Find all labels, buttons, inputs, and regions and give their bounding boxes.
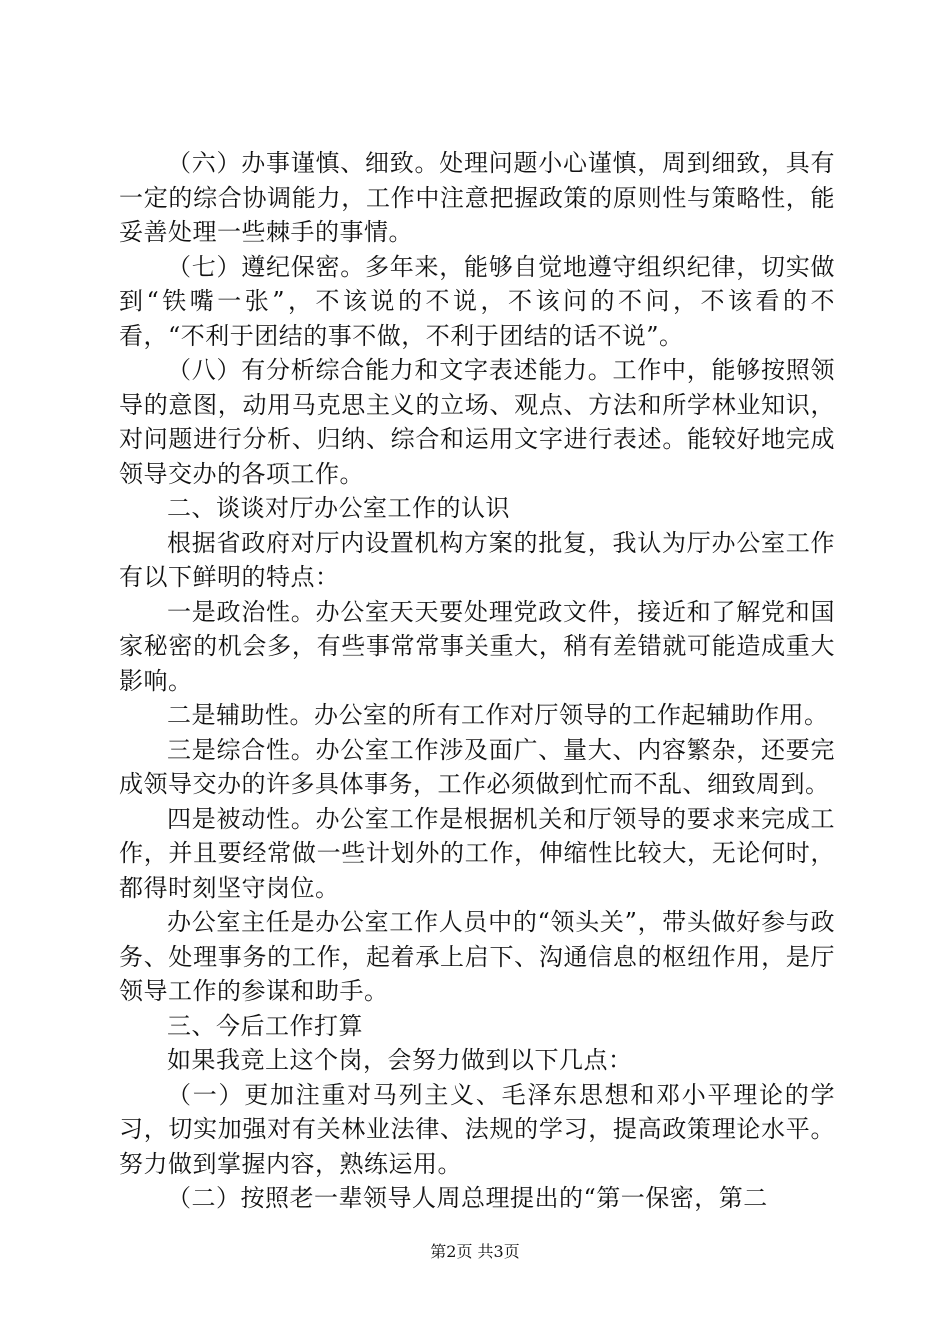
paragraph-intro: 根据省政府对厅内设置机构方案的批复，我认为厅办公室工作有以下鲜明的特点： <box>119 528 835 591</box>
section-heading-3: 三、今后工作打算 <box>167 1011 363 1040</box>
section-heading-2: 二、谈谈对厅办公室工作的认识 <box>167 494 510 522</box>
paragraph-6: （六）办事谨慎、细致。处理问题小心谨慎，周到细致，具有一定的综合协调能力，工作中注意把握政策的原则性与策略性，能妥善处理一些棘手的事情。 <box>119 149 835 246</box>
page-footer <box>0 1242 950 1262</box>
page-number-label: 第2页 共3页 <box>430 1242 520 1261</box>
paragraph-7: （七）遵纪保密。多年来，能够自觉地遵守组织纪律，切实做到“铁嘴一张”，不该说的不说，不该问的不问，不该看的不看，“不利于团结的事不做，不利于团结的话不说”。 <box>119 252 835 350</box>
paragraph-plan-2: （二）按照老一辈领导人周总理提出的“第一保密，第二 <box>167 1184 768 1212</box>
paragraph-political: 一是政治性。办公室天天要处理党政文件，接近和了解党和国家秘密的机会多，有些事常常事关重大，稍有差错就可能造成重大影响。 <box>119 597 835 695</box>
paragraph-8: （八）有分析综合能力和文字表述能力。工作中，能够按照领导的意图，动用马克思主义的立场、观点、方法和所学林业知识，对问题进行分析、归纳、综合和运用文字进行表述。能较好地完成领导交办的各项工作。 <box>119 356 835 488</box>
paragraph-auxiliary: 二是辅助性。办公室的所有工作对厅领导的工作起辅助作用。 <box>167 701 829 729</box>
paragraph-director-role: 办公室主任是办公室工作人员中的“领头关”，带头做好参与政务、处理事务的工作，起着承上启下、沟通信息的枢纽作用，是厅领导工作的参谋和助手。 <box>119 908 835 1005</box>
paragraph-plan-1: （一）更加注重对马列主义、毛泽东思想和邓小平理论的学习，切实加强对有关林业法律、法规的学习，提高政策理论水平。努力做到掌握内容，熟练运用。 <box>119 1080 835 1178</box>
paragraph-plan-intro: 如果我竞上这个岗，会努力做到以下几点： <box>167 1046 633 1074</box>
document-body <box>119 146 835 1216</box>
paragraph-comprehensive: 三是综合性。办公室工作涉及面广、量大、内容繁杂，还要完成领导交办的许多具体事务，工作必须做到忙而不乱、细致周到。 <box>119 735 835 798</box>
paragraph-passive: 四是被动性。办公室工作是根据机关和厅领导的要求来完成工作，并且要经常做一些计划外的工作，伸缩性比较大，无论何时，都得时刻坚守岗位。 <box>119 804 835 902</box>
